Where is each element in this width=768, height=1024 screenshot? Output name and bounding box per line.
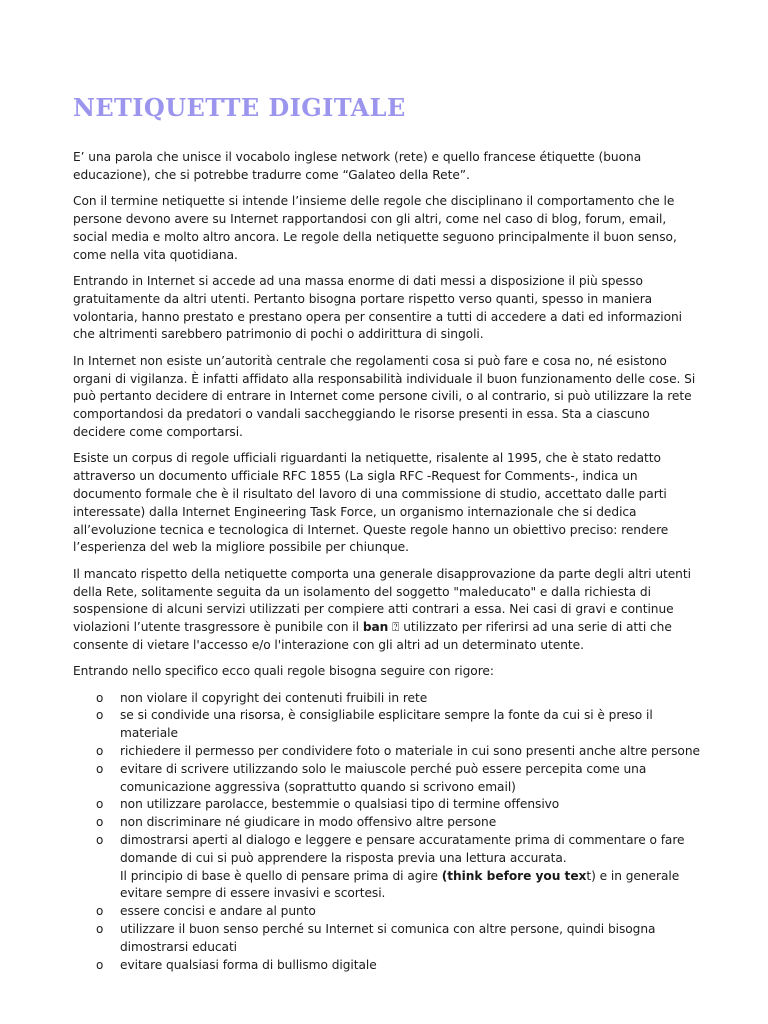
bold-text: (think before you tex <box>441 868 587 883</box>
rule-item <box>73 796 701 814</box>
bullet-marker: o <box>96 690 104 705</box>
text-run: Esiste un corpus di regole ufficiali riguardanti la netiquette, risalente al 1995, che è stato redatto attraverso un documento ufficiale RFC 1855 (La sigla RFC -Request for Comments-, indica un documento formale che è il risultato del lavoro di una commissione di studio, accettato dalle parti interessate) dalla Internet Engineering Task Force, un organismo internazionale che si dedica all’evoluzione tecnica e tecnologica di Internet. Queste regole hanno un obiettivo preciso: rendere l’esperienza del web la migliore possibile per chiunque. <box>73 451 669 555</box>
document-page <box>73 90 701 974</box>
bold-text: ban <box>362 620 389 635</box>
text-run: utilizzare il buon senso perché su Internet si comunica con altre persone, quindi bisogna dimostrarsi educati <box>120 922 656 954</box>
rule-item <box>73 903 701 921</box>
bullet-marker: o <box>96 833 104 848</box>
text-run: evitare qualsiasi forma di bullismo digitale <box>120 957 377 972</box>
paragraph <box>73 273 701 344</box>
paragraph <box>73 353 701 442</box>
text-run: ⍰ utilizzato per riferirsi ad una serie di atti che consente di vietare l'accesso e/o l'interazione con gli altri ad un determinato utente. <box>73 620 672 652</box>
text-run: non discriminare né giudicare in modo offensivo altre persone <box>120 815 497 830</box>
text-run: Il mancato rispetto della netiquette comporta una generale disapprovazione da parte degli altri utenti della Rete, solitamente seguita da un isolamento del soggetto "maleducato" e dalla richiesta di sospensione di alcuni servizi utilizzati per compiere atti contrari a essa. Nei casi di gravi e continue violazioni l’utente trasgressore è punibile con il <box>73 566 691 635</box>
rule-item <box>73 743 701 761</box>
text-run: non utilizzare parolacce, bestemmie o qualsiasi tipo di termine offensivo <box>120 797 560 812</box>
bullet-marker: o <box>96 957 104 972</box>
body-text <box>73 149 701 681</box>
text-run: non violare il copyright dei contenuti fruibili in rete <box>120 690 428 705</box>
text-run: Il principio di base è quello di pensare prima di agire <box>120 868 442 883</box>
bullet-marker: o <box>96 761 104 776</box>
bullet-marker: o <box>96 744 104 759</box>
rule-item <box>73 761 701 797</box>
text-run: Entrando in Internet si accede ad una massa enorme di dati messi a disposizione il più spesso gratuitamente da altri utenti. Pertanto bisogna portare rispetto verso quanti, spesso in maniera volontaria, hanno prestato e prestano opera per consentire a tutti di accedere a dati ed informazioni che altrimenti sarebbero patrimonio di pochi o addirittura di singoli. <box>73 273 683 342</box>
paragraph <box>73 566 701 655</box>
bullet-marker: o <box>96 922 104 937</box>
bullet-marker: o <box>96 904 104 919</box>
bullet-marker: o <box>96 815 104 830</box>
text-run: evitare di scrivere utilizzando solo le maiuscole perché può essere percepita come una comunicazione aggressiva (soprattutto quando si scrivono email) <box>120 761 647 794</box>
rules-list <box>73 690 701 975</box>
rule-item <box>73 832 701 903</box>
rule-item <box>73 690 701 708</box>
text-run: Entrando nello specifico ecco quali regole bisogna seguire con rigore: <box>73 664 494 679</box>
text-run: t) e in generale evitare sempre di essere invasivi e scortesi. <box>120 868 680 901</box>
text-run: se si condivide una risorsa, è consigliabile esplicitare sempre la fonte da cui si è preso il materiale <box>120 708 653 741</box>
rule-item <box>73 814 701 832</box>
rule-item <box>73 707 701 743</box>
paragraph <box>73 193 701 264</box>
text-run: richiedere il permesso per condividere foto o materiale in cui sono presenti anche altre persone <box>120 744 700 759</box>
document-title: NETIQUETTE DIGITALE <box>73 93 406 122</box>
bullet-marker: o <box>96 708 104 723</box>
text-run: E’ una parola che unisce il vocabolo inglese network (rete) e quello francese étiquette (buona educazione), che si potrebbe tradurre come “Galateo della Rete”. <box>73 150 642 182</box>
text-run: dimostrarsi aperti al dialogo e leggere e pensare accuratamente prima di commentare o fare domande di cui si può apprendere la risposta previa una lettura accurata. <box>120 833 685 865</box>
paragraph <box>73 450 701 557</box>
paragraph <box>73 663 701 681</box>
paragraph <box>73 149 701 185</box>
text-run: Con il termine netiquette si intende l’insieme delle regole che disciplinano il comportamento che le persone devono avere su Internet rapportandosi con gli altri, come nel caso di blog, forum, email, social media e molto altro ancora. Le regole della netiquette seguono principalmente il buon senso, come nella vita quotidiana. <box>73 194 677 262</box>
bullet-marker: o <box>96 797 104 812</box>
text-run: In Internet non esiste un’autorità centrale che regolamenti cosa si può fare e cosa no, né esistono organi di vigilanza. È infatti affidato alla responsabilità individuale il buon funzionamento delle cose. Si può pertanto decidere di entrare in Internet come persone civili, o al contrario, si può utilizzare la rete comportandosi da predatori o vandali saccheggiando le risorse presenti in essa. Sta a ciascuno decidere come comportarsi. <box>73 353 696 439</box>
rule-item <box>73 921 701 957</box>
rule-item <box>73 957 701 975</box>
text-run: essere concisi e andare al punto <box>120 904 316 919</box>
